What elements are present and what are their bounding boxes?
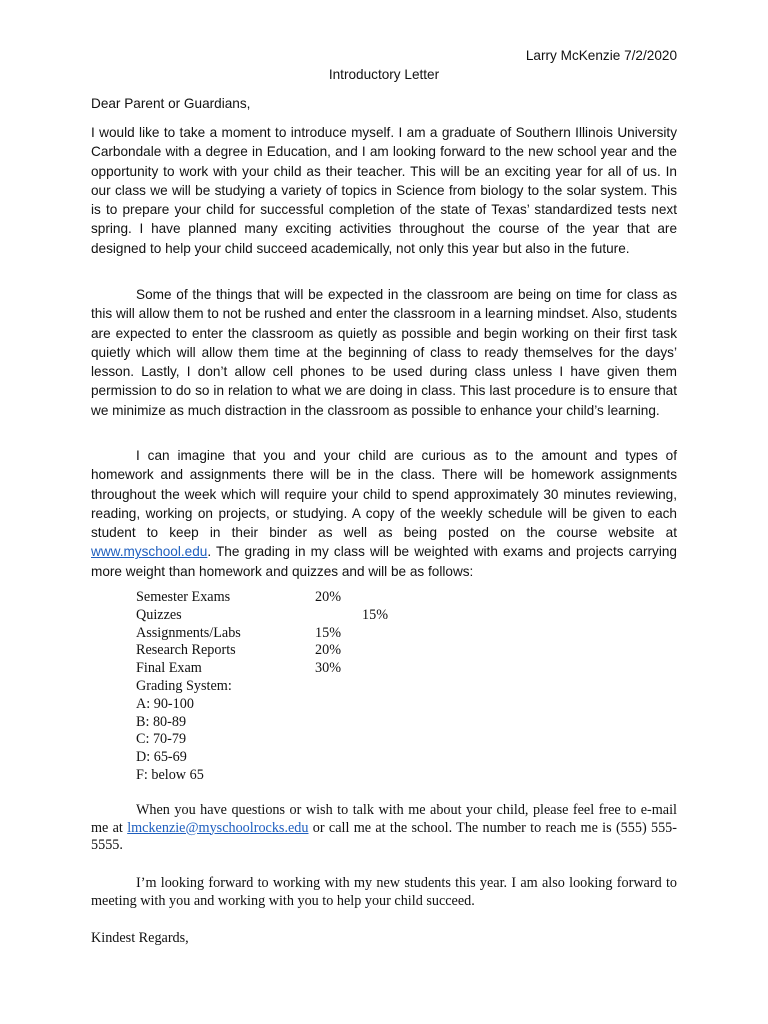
expectations-paragraph: Some of the things that will be expected in the classroom are being on time for class as this will allow them to not be rushed and enter the classroom in a learning mindset. Also, students are expected to enter the classroom as quietly as possible and begin working on their first task quietly which will allow them time at the beginning of class to ready themselves for the days’ lesson. Lastly, I don’t allow cell phones to be used during class unless I have given them permission to do so in relation to what we are doing in class. This last procedure is to ensure that we minimize as much distraction in the classroom as possible to enhance your child’s learning. xyxy=(91,287,677,418)
grading-row xyxy=(136,607,436,625)
grading-value: 20% xyxy=(315,589,342,605)
grade-scale-item: C: 70-79 xyxy=(136,731,187,748)
grading-value: 30% xyxy=(315,660,342,677)
homework-text-after-link: . The grading in my class will be weighted with exams and projects carrying more weight than homework and quizzes and will be as follows: xyxy=(91,544,677,579)
sign-off: Kindest Regards, xyxy=(91,930,189,946)
closing-paragraph: I’m looking forward to working with my new students this year. I am also looking forward to meeting with you and working with you to help your child succeed. xyxy=(91,875,677,909)
grading-value: 20% xyxy=(315,642,342,659)
grading-system-heading: Grading System: xyxy=(136,678,232,694)
grading-label: Research Reports xyxy=(136,642,236,659)
grading-label: Final Exam xyxy=(136,660,202,677)
grading-label: Assignments/Labs xyxy=(136,624,241,641)
grading-row xyxy=(136,625,436,643)
email-link[interactable]: lmckenzie@myschoolrocks.edu xyxy=(127,819,309,836)
grading-value: 15% xyxy=(362,606,389,623)
course-website-link[interactable]: www.myschool.edu xyxy=(91,544,208,560)
author-date-header: Larry McKenzie 7/2/2020 xyxy=(525,48,677,63)
grade-scale-item: A: 90-100 xyxy=(136,695,194,712)
grading-weights-list xyxy=(136,589,436,678)
grading-row xyxy=(136,589,436,607)
homework-paragraph xyxy=(91,446,677,581)
grading-row xyxy=(136,660,436,678)
grade-scale-item: B: 80-89 xyxy=(136,713,187,730)
intro-paragraph: I would like to take a moment to introduce myself. I am a graduate of Southern Illinois University Carbondale with a degree in Education, and I am looking forward to the new school year and the opportunity to work with your child as their teacher. This will be an exciting year for all of us. In our class we will be studying a variety of topics in Science from biology to the solar system. This is to prepare your child for successful completion of the state of Texas’ standardized tests next spring. I have planned many exciting activities throughout the course of the year that are designed to help your child succeed academically, not only this year but also in the future. xyxy=(91,125,677,256)
grading-system xyxy=(136,678,232,785)
letter-title: Introductory Letter xyxy=(328,67,440,82)
contact-text-before-email: When you have questions or wish to talk with me about your child, please feel free to e-mail me at xyxy=(91,802,677,836)
contact-paragraph xyxy=(91,802,677,855)
grading-label: Quizzes xyxy=(136,606,182,623)
grading-label: Semester Exams xyxy=(136,589,231,605)
contact-text-after-email: or call me at the school. The number to reach me is (555) 555-5555. xyxy=(91,819,677,854)
grading-row xyxy=(136,642,436,660)
grade-scale-item: D: 65-69 xyxy=(136,749,187,766)
grading-value: 15% xyxy=(315,624,342,641)
homework-text-before-link: I can imagine that you and your child are curious as to the amount and types of homework and assignments there will be in the class. There will be homework assignments throughout the week which will require your child to spend approximately 30 minutes reviewing, reading, working on projects, or studying. A copy of the weekly schedule will be given to each student to keep in their binder as well as being posted on the course website at xyxy=(91,448,677,541)
grade-scale-item: F: below 65 xyxy=(136,766,204,783)
greeting: Dear Parent or Guardians, xyxy=(91,96,251,111)
